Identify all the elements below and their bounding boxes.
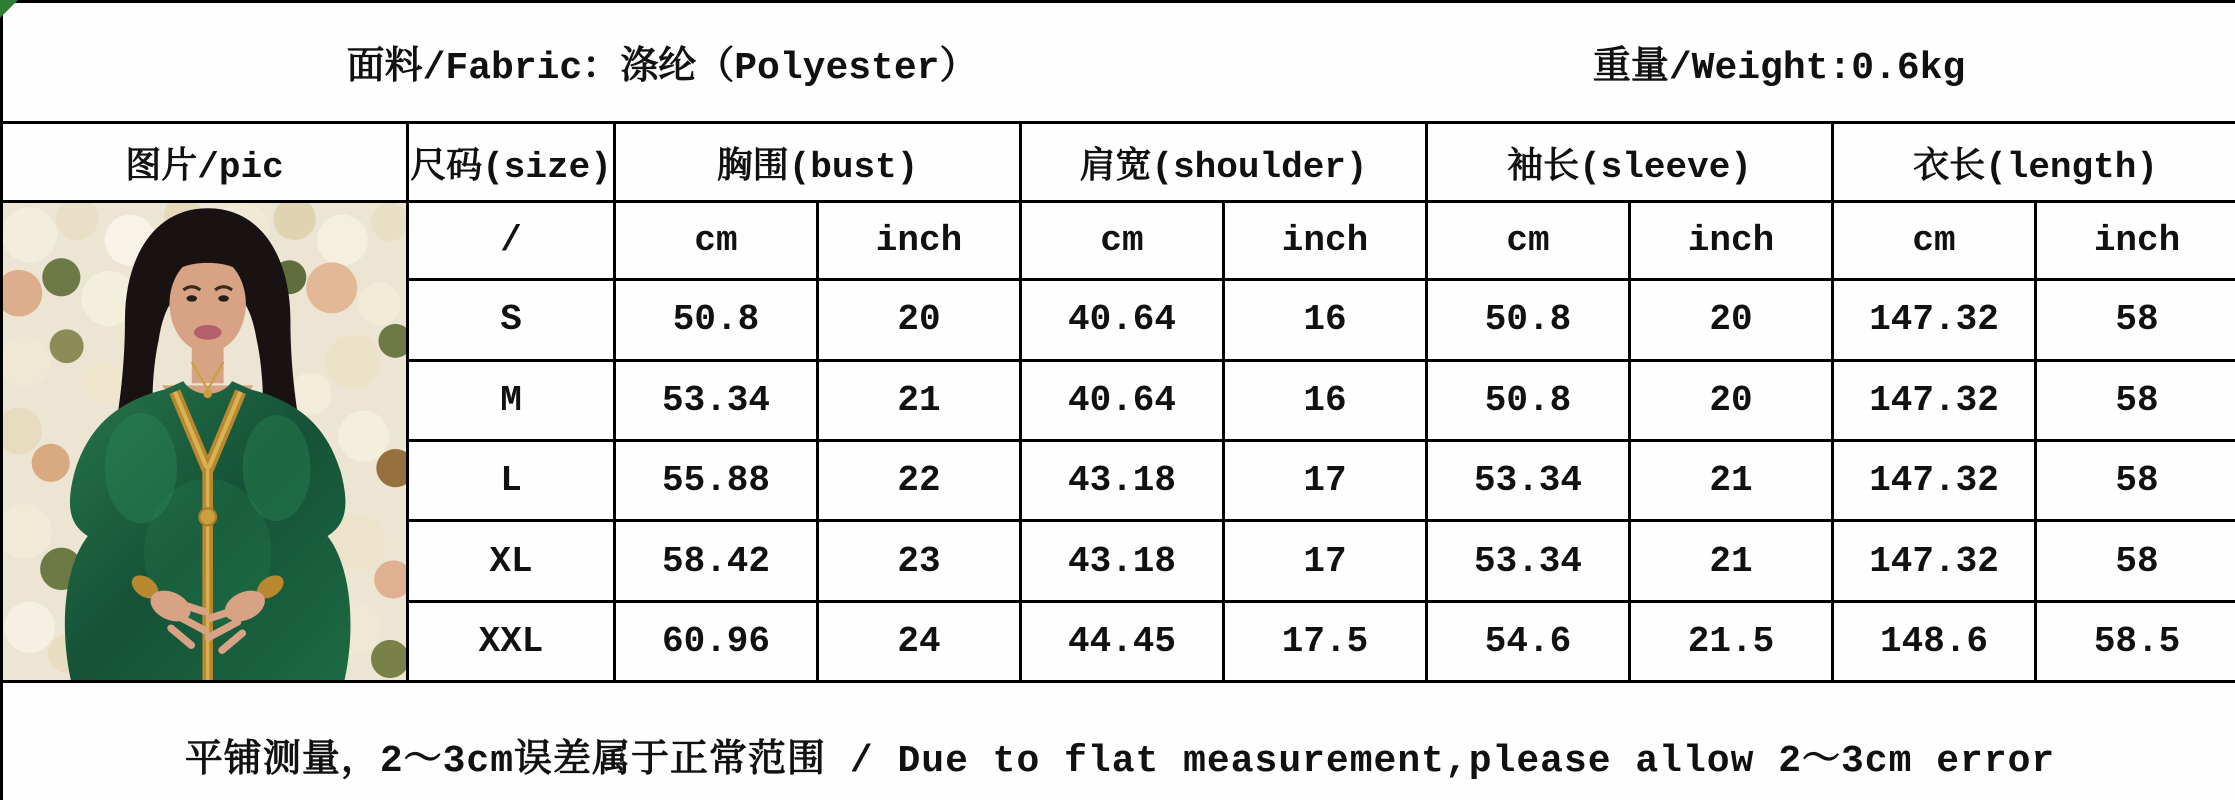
value-cell: 40.64: [1021, 360, 1224, 440]
value-cell: 20: [818, 280, 1021, 360]
value-cell: 20: [1630, 360, 1833, 440]
value-cell: 147.32: [1833, 521, 2036, 601]
value-cell: 17: [1224, 521, 1427, 601]
weight-info: 重量/Weight:0.6kg: [1592, 47, 1966, 90]
size-label: L: [408, 441, 615, 521]
value-cell: 21: [1630, 521, 1833, 601]
unit-cell: cm: [615, 202, 818, 280]
corner-ribbon-decoration: [0, 0, 18, 18]
note-row: [2, 682, 2235, 800]
value-cell: 17: [1224, 441, 1427, 521]
fabric-info: 面料/Fabric：涤纶（Polyester）: [346, 47, 978, 90]
value-cell: 58.5: [2036, 601, 2235, 681]
value-cell: 147.32: [1833, 360, 2036, 440]
value-cell: 21: [1630, 441, 1833, 521]
value-cell: 148.6: [1833, 601, 2036, 681]
value-cell: 55.88: [615, 441, 818, 521]
value-cell: 53.34: [1427, 521, 1630, 601]
gold-brooch: [199, 508, 216, 525]
value-cell: 43.18: [1021, 441, 1224, 521]
header-row: [2, 123, 2235, 202]
col-header-length: 衣长(length): [1833, 123, 2235, 202]
value-cell: 16: [1224, 280, 1427, 360]
value-cell: 53.34: [1427, 441, 1630, 521]
unit-cell: cm: [1021, 202, 1224, 280]
value-cell: 58: [2036, 441, 2235, 521]
size-label: M: [408, 360, 615, 440]
value-cell: 40.64: [1021, 280, 1224, 360]
value-cell: 21: [818, 360, 1021, 440]
col-header-pic: 图片/pic: [2, 123, 408, 202]
value-cell: 22: [818, 441, 1021, 521]
value-cell: 43.18: [1021, 521, 1224, 601]
value-cell: 50.8: [1427, 360, 1630, 440]
value-cell: 50.8: [615, 280, 818, 360]
model-photo-illustration: [3, 203, 406, 680]
value-cell: 147.32: [1833, 280, 2036, 360]
unit-row: [2, 202, 2235, 280]
unit-cell: cm: [1833, 202, 2036, 280]
unit-cell: inch: [2036, 202, 2235, 280]
value-cell: 58.42: [615, 521, 818, 601]
lips: [194, 325, 222, 340]
value-cell: 44.45: [1021, 601, 1224, 681]
unit-cell: inch: [1630, 202, 1833, 280]
value-cell: 58: [2036, 521, 2235, 601]
info-cell: [2, 2, 2235, 123]
size-label: XXL: [408, 601, 615, 681]
col-header-size: 尺码(size): [408, 123, 615, 202]
value-cell: 50.8: [1427, 280, 1630, 360]
product-photo: [3, 203, 406, 680]
unit-cell: inch: [1224, 202, 1427, 280]
value-cell: 58: [2036, 360, 2235, 440]
value-cell: 23: [818, 521, 1021, 601]
value-cell: 53.34: [615, 360, 818, 440]
value-cell: 60.96: [615, 601, 818, 681]
unit-cell: inch: [818, 202, 1021, 280]
value-cell: 17.5: [1224, 601, 1427, 681]
value-cell: 58: [2036, 280, 2235, 360]
col-header-sleeve: 袖长(sleeve): [1427, 123, 1833, 202]
size-label: XL: [408, 521, 615, 601]
value-cell: 54.6: [1427, 601, 1630, 681]
info-row: [2, 2, 2235, 123]
value-cell: 21.5: [1630, 601, 1833, 681]
value-cell: 16: [1224, 360, 1427, 440]
col-header-bust: 胸围(bust): [615, 123, 1021, 202]
unit-cell: cm: [1427, 202, 1630, 280]
unit-size-cell: /: [408, 202, 615, 280]
value-cell: 24: [818, 601, 1021, 681]
product-photo-cell: [2, 202, 408, 682]
measurement-note: 平铺测量，2～3cm误差属于正常范围 / Due to flat measurement,please allow 2～3cm error: [2, 682, 2235, 800]
value-cell: 20: [1630, 280, 1833, 360]
value-cell: 147.32: [1833, 441, 2036, 521]
col-header-shoulder: 肩宽(shoulder): [1021, 123, 1427, 202]
size-label: S: [408, 280, 615, 360]
